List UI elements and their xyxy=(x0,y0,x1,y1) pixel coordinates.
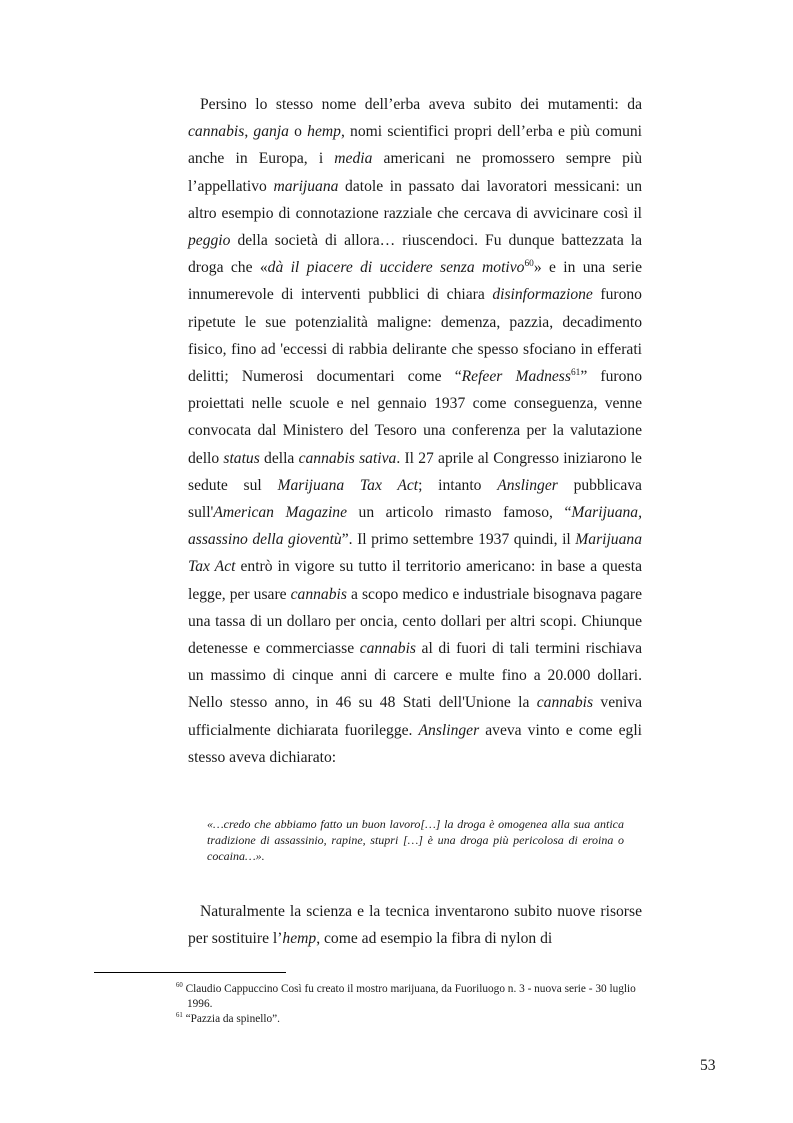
text-run: furono ripetute le sue potenzialità maligne: demenza, pazzia, decadimento fisico, fino ad 'eccessi di rabbia delirante che spesso sfociano in efferati delitti; Numerosi documentari come “ xyxy=(188,286,642,386)
italic-term: American Magazine xyxy=(213,504,347,522)
italic-term: cannabis xyxy=(359,640,416,658)
text-run: , nomi scientifici propri dell’erba e più comuni anche in Europa, i xyxy=(188,123,642,168)
page-number: 53 xyxy=(700,1057,716,1074)
italic-term: Refeer Madness xyxy=(461,368,571,386)
italic-term: media xyxy=(334,150,373,168)
text-run: al di fuori di tali termini rischiava un massimo di cinque anni di carcere e multe fino a 20.000 dollari. Nello stesso anno, in 46 su 48 Stati dell'Unione la xyxy=(188,640,642,712)
body-paragraph-1 xyxy=(188,91,642,771)
text-run: . Il 27 aprile al Congresso iniziarono le sedute sul xyxy=(188,449,642,494)
italic-term: cannabis sativa xyxy=(298,449,397,467)
body-paragraph-2 xyxy=(188,898,642,952)
text-run: della società di allora… riuscendoci. Fu dunque battezzata la droga che « xyxy=(188,232,642,277)
italic-term: cannabis xyxy=(188,123,245,141)
footnote-text: Claudio Cappuccino Così fu creato il mostro marijuana, da Fuoriluogo n. 3 - nuova serie - 30 luglio 1996. xyxy=(182,983,636,1010)
text-run: ”. Il primo settembre 1937 quindi, il xyxy=(341,531,576,549)
italic-term: hemp xyxy=(282,930,317,948)
italic-term: hemp xyxy=(307,123,341,141)
italic-term: status xyxy=(223,449,260,467)
text-run: entrò in vigore su tutto il territorio americano: in base a questa legge, per usare xyxy=(188,558,642,603)
text-run: ” furono proiettati nelle scuole e nel gennaio 1937 come conseguenza, venne convocata dal Ministero del Tesoro una conferenza per la valutazione dello xyxy=(188,368,642,467)
text-run: aveva vinto e come egli stesso aveva dichiarato: xyxy=(188,721,642,766)
text-run: ; intanto xyxy=(418,476,498,494)
footnote-60 xyxy=(176,982,646,1012)
text-run: datole in passato dai lavoratori messicani: un altro esempio di connotazione razziale che cercava di avvicinare così il xyxy=(188,177,642,222)
italic-term: Marijuana Tax Act xyxy=(188,531,642,576)
footnote-number: 60 xyxy=(176,982,183,990)
footnote-separator xyxy=(94,972,286,973)
block-quote: «…credo che abbiamo fatto un buon lavoro[…] la droga è omogenea alla sua antica tradizione di assassinio, rapine, stupri […] è una droga più pericolosa di eroina o cocaina…». xyxy=(207,817,624,863)
footnote-61 xyxy=(176,1012,646,1027)
italic-term: marijuana xyxy=(273,177,339,195)
italic-term: cannabis xyxy=(290,585,347,603)
italic-term: Anslinger xyxy=(497,476,558,494)
text-run: pubblicava sull' xyxy=(188,476,642,522)
italic-term: Marijuana, assassino della gioventù xyxy=(188,504,642,549)
italic-term: cannabis xyxy=(536,694,594,712)
text-run: a scopo medico e industriale bisognava pagare una tassa di un dollaro per oncia, cento dollari per altri scopi. Chiunque detenesse e commerciasse xyxy=(188,585,642,658)
italic-term: dà il piacere di uccidere senza motivo xyxy=(267,259,525,277)
text-run: » e in una serie innumerevole di interventi pubblici di chiara xyxy=(188,259,642,304)
text-run: veniva ufficialmente dichiarata fuorilegge. xyxy=(188,694,642,739)
text-run: , xyxy=(244,123,254,141)
text-run: americani ne promossero sempre più l’appellativo xyxy=(188,150,642,195)
text-run: Persino lo stesso nome dell’erba aveva subito dei mutamenti: da xyxy=(200,96,642,113)
footnote-ref-60[interactable]: 60 xyxy=(524,259,534,270)
footnote-ref-61[interactable]: 61 xyxy=(570,367,581,378)
text-run: o xyxy=(288,123,308,141)
footnotes xyxy=(176,982,646,1027)
italic-term: peggio xyxy=(188,232,231,250)
footnote-text: “Pazzia da spinello”. xyxy=(182,1013,281,1025)
text-run: un articolo rimasto famoso, “ xyxy=(347,504,572,522)
text-run: , come ad esempio la fibra di nylon di xyxy=(316,930,553,948)
text-run: della xyxy=(259,449,299,467)
text-run: Naturalmente la scienza e la tecnica inventarono subito nuove risorse per sostituire l’ xyxy=(188,903,642,948)
italic-term: Anslinger xyxy=(418,721,480,739)
italic-term: Marijuana Tax Act xyxy=(277,476,419,494)
italic-term: ganja xyxy=(253,123,289,141)
italic-term: disinformazione xyxy=(492,286,593,304)
footnote-number: 61 xyxy=(176,1012,183,1020)
